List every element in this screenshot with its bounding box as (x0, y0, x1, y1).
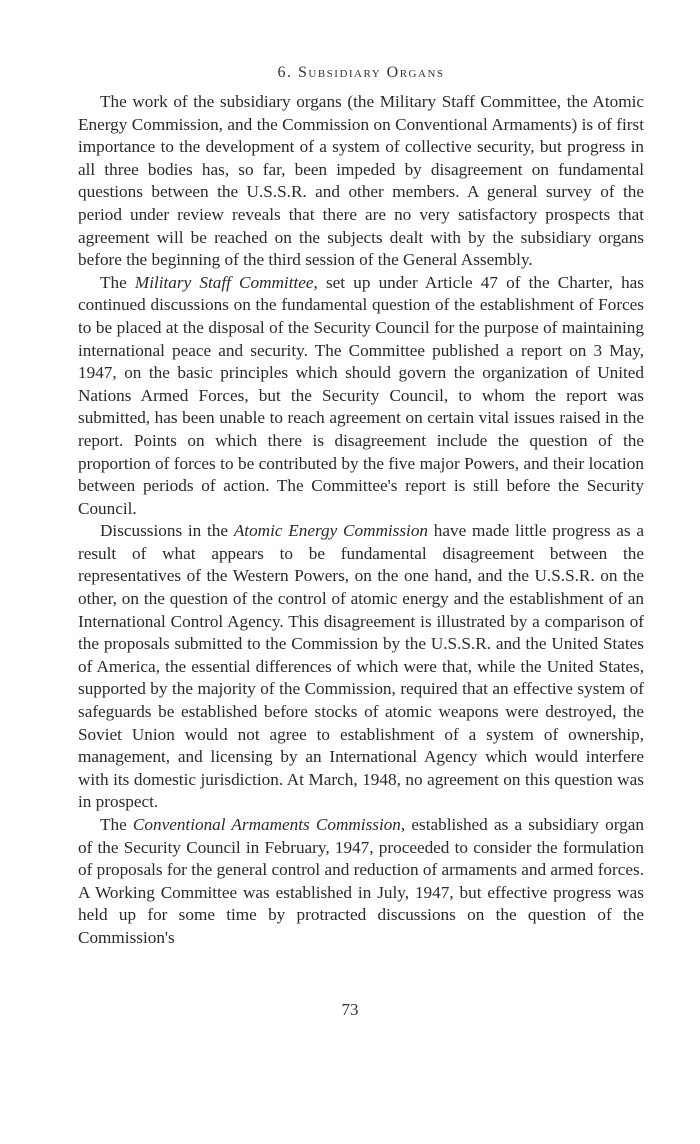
paragraph-text: The (100, 272, 135, 292)
paragraph-text-continued: , established as a subsidiary organ of the Security Council in February, 1947, proceeded to consider the formulation of proposals for the general control and reduction of armaments and armed forces. A Working Committee was established in July, 1947, but effective progress was held up for some time by protracted discussions on the question of the Commission's (78, 815, 644, 947)
paragraph-text-continued: , set up under Article 47 of the Charter, has continued discussions on the fundamental question of the establishment of Forces to be placed at the disposal of the Security Council for the purpose of maintaining international peace and security. The Committee published a report on 3 May, 1947, on the basic principles which should govern the organization of United Nations Armed Forces, but the Security Council, to whom the report was submitted, has been unable to reach agreement on certain vital issues raised in the report. Points on which there is disagreement include the question of the proportion of forces to be contributed by the five major Powers, and their location between periods of action. The Committee's report is still before the Security Council. (78, 272, 645, 518)
paragraph-subsidiary-organs (78, 91, 644, 272)
paragraph-italic-term: Conventional Armaments Commission (132, 815, 401, 834)
paragraph-text: Discussions in the (100, 521, 234, 541)
paragraph-italic-term: Military Staff Committee (134, 272, 314, 292)
paragraph-military-staff-committee (78, 272, 644, 521)
paragraph-text: The (100, 815, 133, 834)
paragraph-atomic-energy-commission (78, 520, 644, 814)
paragraph-conventional-armaments-commission (78, 814, 644, 950)
paragraph-text-continued: have made little progress as a result of what appears to be fundamental disagreement between the representatives of the Western Powers, on the one hand, and the U.S.S.R. on the other, on the question of the control of atomic energy and the establishment of an International Control Agency. This disagreement is illustrated by a comparison of the proposals submitted to the Commission by the U.S.S.R. and the United States of America, the essential differences of which were that, while the United States, supported by the majority of the Commission, required that an effective system of safeguards be established before stocks of atomic weapons were destroyed, the Soviet Union would not agree to establishment of a system of ownership, management, and licensing by an International Agency which would interfere with its domestic jurisdiction. At March, 1948, no agreement on this question was in prospect. (78, 521, 644, 812)
paragraph-italic-term: Atomic Energy Commission (233, 521, 429, 541)
page-number: 73 (341, 1000, 359, 1019)
paragraph-text: The work of the subsidiary organs (the Military Staff Committee, the Atomic Energy Commission, and the Commission on Conventional Armaments) is of first importance to the development of a system of collective security, but progress in all three bodies has, so far, been impeded by disagreement on fundamental questions between the U.S.S.R. and other members. A general survey of the period under review reveals that there are no very satisfactory prospects that agreement will be reached on the subjects dealt with by the subsidiary organs before the beginning of the third session of the General Assembly. (78, 92, 644, 270)
section-heading: 6. Subsidiary Organs (277, 64, 445, 81)
page-body (78, 64, 644, 950)
